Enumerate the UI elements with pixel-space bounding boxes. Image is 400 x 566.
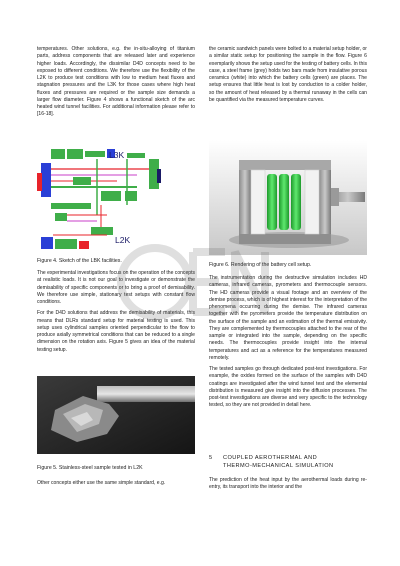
test-chamber [73,177,91,185]
battery-cell [291,174,301,230]
paragraph: The tested samples go through dedicated post-test investigations. For example, the oxides formed on the surface of the samples with D4D coatings are investigated after the wind tunnel test and the elemental distribution is measured give insight into the diffusion processes. The post-test investigations are diverse and very specific to the technology tested, so they are not provided in detail here. [209,366,367,409]
figure-5-caption: Figure 5. Stainless-steel sample tested in L2K [37,465,143,471]
l2k-module [79,241,89,249]
paragraph: The experimental investigations focus on the operation of the concepts at realistic loads. It is not our goal to investigate or demonstrate the demisability of specific components or to bring a proof of demisability. We therefore use simple, stationary test setups with constant flow conditions. [37,270,195,305]
paragraph: The instrumentation during the destructive simulation includes HD cameras, infrared cameras, pyrometers and thermocouple sensors. The HD cameras provide a visual footage and an overview of the demise process, which is of highest interest for the interpretation of the phenomena occurring during the demise. The infrared cameras together with the pyrometers provide the temperature distribution on the surface of the sample and an estimation of the thermal emissivity. They are complemented by thermocouples attached to the rear of the sample or integrated into the sample, depending on the specific needs. The thermocouples provide insight into the internal temperatures and act as a reference for the temperatures measured remotely. [209,275,367,361]
left-column [37,46,195,123]
battery-cell [267,174,277,230]
paragraph: The prediction of the heat input by the aerothermal loads during re-entry, its transport into the interior and the [209,477,367,491]
l2k-module [41,237,53,249]
l3k-label: L3K [109,150,125,160]
left-vessel-band [37,173,42,191]
figure-4-caption: Figure 4. Sketch of the LBK facilities. [37,258,122,264]
paragraph: temperatures. Other solutions, e.g. the in-situ-alloying of titanium parts, address components that are released later and experience higher loads. Accordingly, the dissimilar D4D concepts need to be exposed to different conditions. We therefore use the flexibility of the L2K to produce test conditions with low to medium heat fluxes and stagnation pressures and the L3K for those cases where high heat fluxes and pressures are required or the sample size demands a larger flow diameter. Figure 4 shows a functional sketch of the arc heated wind tunnel facilities. For additional information please refer to [16-18]. [37,46,195,118]
right-column-band [157,169,161,183]
left-column-tail [37,480,195,491]
l2k-module [55,239,77,249]
l3k-duct [85,151,105,157]
steel-frame-top [239,160,331,170]
ceramic-bar [305,170,319,234]
right-column [209,46,367,108]
battery-cell [279,174,289,230]
figure-5-sample-photo [37,376,195,454]
section-title-line2: THERMO-MECHANICAL SIMULATION [223,462,334,469]
l3k-module [51,149,65,159]
watermark-logo [115,232,285,332]
paragraph: For the D4D solutions that address the demisability of materials, this means that DLRs standard setup for material testing is used. This setup uses cylindrical samples oriented perpendicular to the flow to produce axially symmetrical conditions that can be reduced to a single dimension on the rotation axis. Figure 5 gives an idea of the material testing setup. [37,310,195,353]
section-heading [209,455,367,470]
l3k-duct [127,153,145,158]
section-number: 5 [209,455,213,461]
holder-rod [97,386,195,402]
paragraph: the ceramic sandwich panels were bolted to a material setup holder, or a similar static setup for positioning the sample in the flow. Figure 6 exemplarily shows the setup used for the testing of battery cells. In this case, a steel frame (grey) holds two bars made from insulative porous ceramics (white) into which the battery cells (green) are places. The setup ensures that little heat is lost by conduction to a colder holder, so the amount of heat released by a thermal runaway in the cells can be quantified via the measured temperature curves. [209,46,367,103]
diffuser [125,191,137,201]
section-title-line1: COUPLED AEROTHERMAL AND [223,455,318,461]
test-chamber [101,191,121,201]
paragraph: Other concepts either use the same simple standard, e.g. [37,480,166,486]
l3k-module [67,149,83,159]
l2k-duct [51,203,91,209]
ceramic-bar [251,170,265,234]
l2k-label: L2K [115,235,131,245]
figure-6-caption: Figure 6. Rendering of the battery cell setup. [209,262,312,268]
left-vessel [41,163,51,197]
steel-frame [319,160,331,244]
l2k-module [91,227,113,235]
right-column-tail [209,477,367,496]
l2k-module [55,213,67,221]
